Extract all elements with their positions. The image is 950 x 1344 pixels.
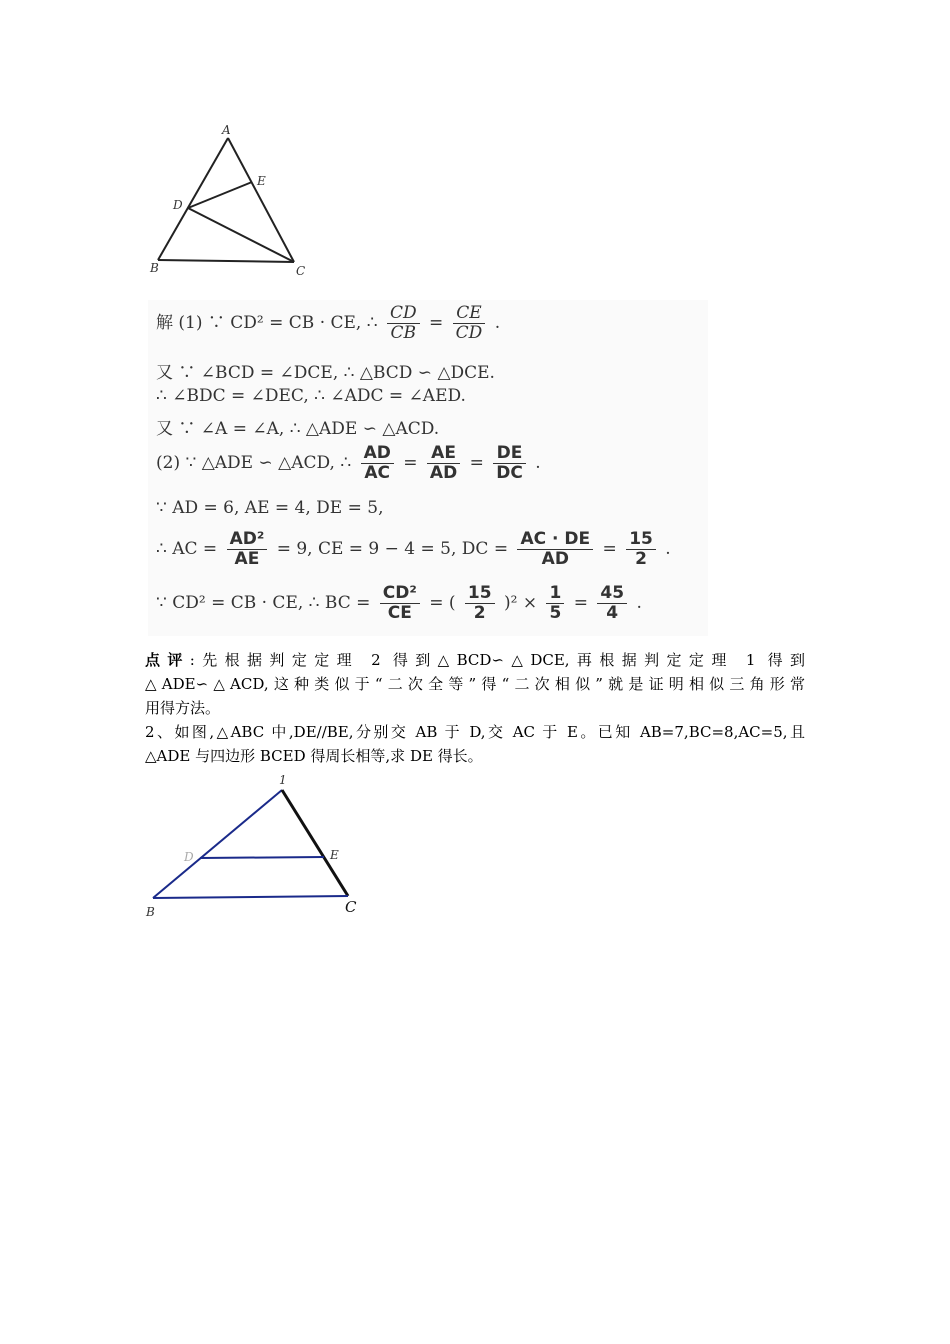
denominator: 2 xyxy=(635,549,647,569)
fraction xyxy=(465,584,495,623)
text: = ( xyxy=(429,593,456,613)
segment-ac xyxy=(228,138,294,262)
label-d: D xyxy=(173,198,183,212)
label-a: A xyxy=(222,123,231,137)
comment-label: 点评 xyxy=(145,651,190,669)
fraction xyxy=(626,530,656,569)
text: . xyxy=(494,313,501,333)
problem-line-1: 2、如图,△ABC 中,DE//BE,分别交 AB 于 D,交 AC 于 E。已知 AB=7,BC=8,AC=5,且 xyxy=(145,723,805,741)
denominator: 2 xyxy=(473,603,486,623)
label-e: E xyxy=(330,848,339,862)
denominator: DC xyxy=(496,463,523,483)
label-c: C xyxy=(296,264,306,278)
segment-ac xyxy=(282,790,348,896)
numerator: 45 xyxy=(597,584,627,604)
numerator: AC · DE xyxy=(517,530,593,550)
solution-line-3: ∴ ∠BDC = ∠DEC, ∴ ∠ADC = ∠AED. xyxy=(156,386,466,406)
segment-ab xyxy=(158,138,228,260)
comment-line-3: 用得方法。 xyxy=(145,699,221,717)
numerator: 15 xyxy=(465,584,495,604)
segment-bc xyxy=(153,896,348,898)
fraction xyxy=(493,444,526,483)
numerator: CD² xyxy=(380,584,420,604)
label-c: C xyxy=(345,898,357,916)
fraction xyxy=(453,304,486,343)
text: = 9, CE = 9 − 4 = 5, DC = xyxy=(276,539,509,559)
fraction xyxy=(427,444,460,483)
solution-line-4: 又 ∵ ∠A = ∠A, ∴ △ADE ∽ △ACD. xyxy=(156,419,440,439)
segment-de xyxy=(200,857,324,858)
solution-line-2: 又 ∵ ∠BCD = ∠DCE, ∴ △BCD ∽ △DCE. xyxy=(156,363,495,383)
numerator: 1 xyxy=(546,584,564,604)
comment-line-1 xyxy=(145,648,805,672)
fraction xyxy=(546,584,564,623)
numerator: AD xyxy=(361,444,394,464)
text: ∴ AC = xyxy=(156,539,218,559)
label-e: E xyxy=(257,174,266,188)
label-a: 1 xyxy=(279,773,287,787)
text: . xyxy=(665,539,671,559)
text: . xyxy=(535,453,541,473)
text: (2) ∵ △ADE ∽ △ACD, ∴ xyxy=(156,453,352,473)
denominator: 5 xyxy=(549,603,562,623)
segment-ab xyxy=(153,790,282,898)
denominator: AC xyxy=(364,463,391,483)
label-d: D xyxy=(184,850,194,864)
denominator: CB xyxy=(390,323,417,343)
numerator: DE xyxy=(493,444,526,464)
fraction xyxy=(227,530,268,569)
solution-line-1 xyxy=(156,304,500,343)
numerator: AD² xyxy=(227,530,268,550)
solution-line-6: ∵ AD = 6, AE = 4, DE = 5, xyxy=(156,498,384,518)
comment-line-2: △ADE∽△ACD,这种类似于“二次全等”得“二次相似”就是证明相似三角形常 xyxy=(145,675,805,693)
text: = xyxy=(469,453,484,473)
comment-text: :先根据判定定理 2 得到△BCD∽△DCE,再根据判定定理 1 得到 xyxy=(189,651,805,669)
denominator: CE xyxy=(387,603,412,623)
segment-de xyxy=(188,182,252,208)
denominator: 4 xyxy=(606,603,619,623)
fraction xyxy=(380,584,420,623)
comment-block xyxy=(145,648,805,768)
solution-line-5 xyxy=(156,444,541,483)
segment-dc xyxy=(188,208,294,262)
triangle-figure-1 xyxy=(140,120,320,285)
denominator: AD xyxy=(429,463,458,483)
solution-block xyxy=(148,300,708,636)
numerator: CE xyxy=(453,304,486,324)
segment-bc xyxy=(158,260,294,262)
triangle-figure-2 xyxy=(140,770,370,920)
denominator: AD xyxy=(541,549,569,569)
label-b: B xyxy=(146,905,155,919)
solution-line-7 xyxy=(156,530,671,569)
fraction xyxy=(517,530,593,569)
text: )² × xyxy=(503,593,538,613)
numerator: 15 xyxy=(626,530,656,550)
fraction xyxy=(597,584,627,623)
text: 解 (1) ∵ CD² = CB · CE, ∴ xyxy=(156,313,378,333)
numerator: AE xyxy=(427,444,460,464)
fraction xyxy=(387,304,420,343)
denominator: CD xyxy=(455,323,483,343)
problem-line-2: △ADE 与四边形 BCED 得周长相等,求 DE 得长。 xyxy=(145,747,483,765)
label-b: B xyxy=(150,261,159,275)
text: . xyxy=(636,593,642,613)
solution-line-8 xyxy=(156,584,642,623)
text: = xyxy=(403,453,418,473)
text: = xyxy=(602,539,617,559)
fraction xyxy=(361,444,394,483)
numerator: CD xyxy=(387,304,420,324)
text: = xyxy=(573,593,588,613)
text: = xyxy=(429,313,444,333)
denominator: AE xyxy=(234,549,260,569)
text: ∵ CD² = CB · CE, ∴ BC = xyxy=(156,593,371,613)
